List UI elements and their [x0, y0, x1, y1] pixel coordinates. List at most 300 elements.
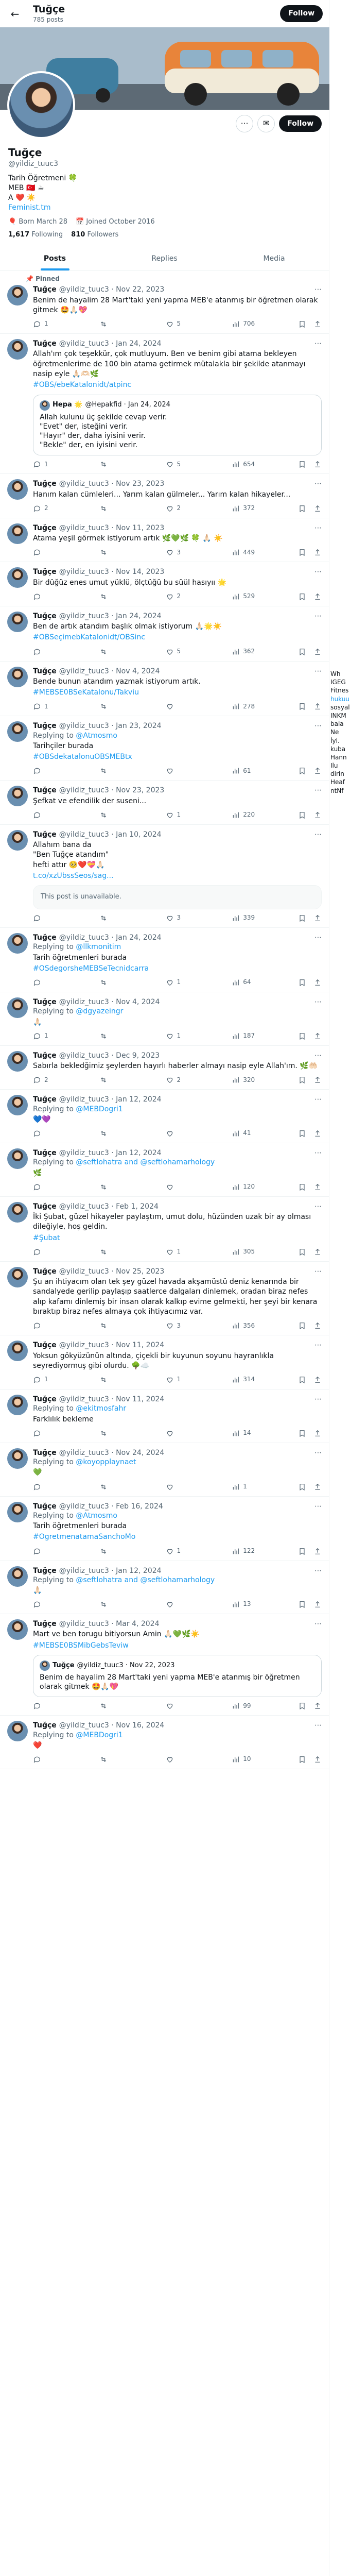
reply-icon[interactable]	[33, 914, 41, 922]
tweet-avatar[interactable]	[7, 786, 28, 806]
reply-icon[interactable]	[33, 1032, 41, 1040]
quoted-tweet[interactable]	[33, 1655, 322, 1697]
bookmark-icon[interactable]	[298, 592, 306, 601]
like-icon[interactable]	[166, 811, 174, 819]
like-action[interactable]	[166, 1376, 232, 1384]
bookmark-icon[interactable]	[298, 648, 306, 656]
tweet-avatar[interactable]	[7, 1202, 28, 1223]
more-options-icon[interactable]: ⋯	[314, 786, 322, 795]
like-action[interactable]	[166, 1129, 232, 1138]
retweet-action[interactable]	[99, 1032, 166, 1040]
bookmark-icon[interactable]	[298, 767, 306, 775]
tab-posts[interactable]: Posts	[0, 247, 110, 270]
tweet-author-name[interactable]: Tuğçe	[33, 1620, 57, 1629]
bookmark-icon[interactable]	[298, 1321, 306, 1330]
more-options-icon[interactable]: ⋯	[314, 1202, 322, 1211]
tweet-avatar[interactable]	[7, 721, 28, 742]
views-icon[interactable]	[232, 978, 240, 987]
tweet-author-name[interactable]: Tuğçe	[33, 1448, 57, 1457]
tweet-author-name[interactable]: Tuğçe	[33, 612, 57, 620]
tweet-handle-date[interactable]: @yildiz_tuuc3 · Nov 11, 2024	[59, 1395, 165, 1404]
tweet-handle-date[interactable]: @yildiz_tuuc3 · Jan 12, 2024	[59, 1566, 162, 1575]
views-icon[interactable]	[232, 1702, 240, 1710]
tweet-author-name[interactable]: Tuğçe	[33, 1395, 57, 1404]
tweet[interactable]	[0, 1143, 329, 1197]
reply-action[interactable]	[33, 460, 99, 468]
bookmark-icon[interactable]	[298, 504, 306, 513]
tweet-handle-date[interactable]: @yildiz_tuuc3 · Nov 22, 2023	[59, 285, 165, 294]
reply-icon[interactable]	[33, 1376, 41, 1384]
retweet-action[interactable]	[99, 767, 166, 775]
tweet[interactable]	[0, 1716, 329, 1769]
reply-icon[interactable]	[33, 548, 41, 556]
tweet-author-name[interactable]: Tuğçe	[33, 523, 57, 532]
more-options-icon[interactable]: ⋯	[314, 722, 322, 731]
share-icon[interactable]	[313, 592, 322, 601]
retweet-icon[interactable]	[99, 1600, 108, 1608]
tweet-hashtag[interactable]: #OgretmenatamaSanchoMo	[33, 1533, 136, 1541]
tweet[interactable]	[0, 518, 329, 563]
tweet-author-name[interactable]: Tuğçe	[33, 722, 57, 731]
tweet-handle-date[interactable]: @yildiz_tuuc3 · Jan 23, 2024	[59, 722, 162, 731]
reply-action[interactable]	[33, 548, 99, 556]
more-options-icon[interactable]: ⋯	[314, 568, 322, 577]
views-icon[interactable]	[232, 548, 240, 556]
tweet[interactable]	[0, 992, 329, 1046]
like-icon[interactable]	[166, 978, 174, 987]
reply-action[interactable]	[33, 914, 99, 922]
retweet-action[interactable]	[99, 1600, 166, 1608]
bookmark-icon[interactable]	[298, 1129, 306, 1138]
bookmark-icon[interactable]	[298, 978, 306, 987]
bookmark-icon[interactable]	[298, 1032, 306, 1040]
views-action[interactable]	[232, 548, 298, 556]
views-action[interactable]	[232, 1483, 298, 1491]
views-action[interactable]	[232, 504, 298, 513]
tweet-avatar[interactable]	[7, 1448, 28, 1469]
bookmark-icon[interactable]	[298, 811, 306, 819]
tweet-avatar[interactable]	[7, 523, 28, 544]
retweet-action[interactable]	[99, 1547, 166, 1555]
like-icon[interactable]	[166, 702, 174, 710]
tweet-author-name[interactable]: Tuğçe	[33, 934, 57, 942]
reply-action[interactable]	[33, 702, 99, 710]
reply-icon[interactable]	[33, 811, 41, 819]
bookmark-icon[interactable]	[298, 1547, 306, 1555]
retweet-icon[interactable]	[99, 811, 108, 819]
reply-action[interactable]	[33, 648, 99, 656]
retweet-action[interactable]	[99, 648, 166, 656]
reply-action[interactable]	[33, 1032, 99, 1040]
tweet[interactable]	[0, 606, 329, 662]
like-icon[interactable]	[166, 460, 174, 468]
share-icon[interactable]	[313, 1129, 322, 1138]
share-icon[interactable]	[313, 548, 322, 556]
retweet-icon[interactable]	[99, 1321, 108, 1330]
retweet-icon[interactable]	[99, 1248, 108, 1256]
views-icon[interactable]	[232, 1755, 240, 1764]
retweet-action[interactable]	[99, 978, 166, 987]
tweet-handle-date[interactable]: @yildiz_tuuc3 · Dec 9, 2023	[59, 1051, 160, 1060]
bookmark-icon[interactable]	[298, 1483, 306, 1491]
share-icon[interactable]	[313, 914, 322, 922]
views-icon[interactable]	[232, 1600, 240, 1608]
retweet-action[interactable]	[99, 1702, 166, 1710]
like-action[interactable]	[166, 1032, 232, 1040]
views-action[interactable]	[232, 1755, 298, 1764]
bookmark-icon[interactable]	[298, 702, 306, 710]
views-icon[interactable]	[232, 914, 240, 922]
reply-icon[interactable]	[33, 1429, 41, 1437]
more-options-icon[interactable]: ⋯	[314, 1341, 322, 1350]
tweet-avatar[interactable]	[7, 667, 28, 687]
like-action[interactable]	[166, 1321, 232, 1330]
tweet-handle-date[interactable]: @yildiz_tuuc3 · Jan 12, 2024	[59, 1095, 162, 1104]
tweet-avatar[interactable]	[7, 1502, 28, 1522]
retweet-icon[interactable]	[99, 702, 108, 710]
bookmark-icon[interactable]	[298, 548, 306, 556]
share-icon[interactable]	[313, 1755, 322, 1764]
tweet[interactable]	[0, 781, 329, 825]
reply-icon[interactable]	[33, 1483, 41, 1491]
views-action[interactable]	[232, 1702, 298, 1710]
tweet-handle-date[interactable]: @yildiz_tuuc3 · Jan 24, 2024	[59, 934, 162, 942]
reply-icon[interactable]	[33, 320, 41, 328]
views-action[interactable]	[232, 1248, 298, 1256]
like-action[interactable]	[166, 1483, 232, 1491]
views-icon[interactable]	[232, 767, 240, 775]
views-action[interactable]	[232, 1076, 298, 1084]
tweet[interactable]	[0, 1090, 329, 1143]
views-icon[interactable]	[232, 1076, 240, 1084]
views-action[interactable]	[232, 460, 298, 468]
tweet-handle-date[interactable]: @yildiz_tuuc3 · Jan 10, 2024	[59, 830, 162, 839]
like-icon[interactable]	[166, 1376, 174, 1384]
tweet-handle-date[interactable]: @yildiz_tuuc3 · Nov 11, 2023	[59, 523, 165, 532]
more-options-icon[interactable]: ⋯	[314, 998, 322, 1007]
retweet-icon[interactable]	[99, 1129, 108, 1138]
reply-icon[interactable]	[33, 1183, 41, 1191]
share-icon[interactable]	[313, 1321, 322, 1330]
bookmark-icon[interactable]	[298, 320, 306, 328]
tweet-author-name[interactable]: Tuğçe	[33, 998, 57, 1007]
views-icon[interactable]	[232, 592, 240, 601]
more-options-icon[interactable]: ⋯	[314, 612, 322, 620]
retweet-icon[interactable]	[99, 1183, 108, 1191]
retweet-icon[interactable]	[99, 914, 108, 922]
retweet-icon[interactable]	[99, 1483, 108, 1491]
tweet-author-name[interactable]: Tuğçe	[33, 285, 57, 294]
tweet[interactable]	[0, 1335, 329, 1389]
like-action[interactable]	[166, 592, 232, 601]
quoted-tweet[interactable]	[33, 395, 322, 456]
reply-mention[interactable]: @seftlohatra and @seftlohamarhology	[76, 1575, 215, 1584]
like-action[interactable]	[166, 504, 232, 513]
retweet-action[interactable]	[99, 1376, 166, 1384]
retweet-action[interactable]	[99, 1183, 166, 1191]
tab-replies[interactable]: Replies	[151, 254, 178, 263]
retweet-icon[interactable]	[99, 592, 108, 601]
reply-action[interactable]	[33, 811, 99, 819]
share-icon[interactable]	[313, 1702, 322, 1710]
retweet-action[interactable]	[99, 320, 166, 328]
tweet-hashtag[interactable]: #MEBSE0BSMibGebsTeviw	[33, 1641, 129, 1650]
reply-action[interactable]	[33, 1702, 99, 1710]
views-action[interactable]	[232, 1032, 298, 1040]
tweet-avatar[interactable]	[7, 1341, 28, 1361]
reply-icon[interactable]	[33, 1755, 41, 1764]
tweet-author-name[interactable]: Tuğçe	[33, 1721, 57, 1730]
more-options-icon[interactable]: ⋯	[314, 1502, 322, 1511]
tweet-avatar[interactable]	[7, 339, 28, 360]
like-icon[interactable]	[166, 914, 174, 922]
share-icon[interactable]	[313, 811, 322, 819]
retweet-icon[interactable]	[99, 1755, 108, 1764]
tweet-author-name[interactable]: Tuğçe	[33, 786, 57, 795]
like-icon[interactable]	[166, 1702, 174, 1710]
tweet-handle-date[interactable]: @yildiz_tuuc3 · Nov 24, 2024	[59, 1448, 165, 1457]
more-options-icon[interactable]: ⋯	[314, 1051, 322, 1060]
tweet-author-name[interactable]: Tuğçe	[33, 667, 57, 675]
tweet[interactable]	[0, 1561, 329, 1615]
share-icon[interactable]	[313, 1483, 322, 1491]
share-icon[interactable]	[313, 1547, 322, 1555]
retweet-action[interactable]	[99, 1076, 166, 1084]
like-icon[interactable]	[166, 320, 174, 328]
more-options-icon[interactable]: ⋯	[314, 1620, 322, 1629]
tweet-handle-date[interactable]: @yildiz_tuuc3 · Jan 24, 2024	[59, 340, 162, 348]
retweet-icon[interactable]	[99, 320, 108, 328]
views-icon[interactable]	[232, 1032, 240, 1040]
reply-action[interactable]	[33, 1755, 99, 1764]
views-icon[interactable]	[232, 1429, 240, 1437]
like-icon[interactable]	[166, 1129, 174, 1138]
tweet[interactable]	[0, 1389, 329, 1443]
tweet-avatar[interactable]	[7, 1095, 28, 1115]
reply-action[interactable]	[33, 1600, 99, 1608]
like-action[interactable]	[166, 320, 232, 328]
tweet[interactable]	[0, 1046, 329, 1090]
like-icon[interactable]	[166, 1755, 174, 1764]
tweet-hashtag[interactable]: #OBS/ebeKatalonidt/atpinc	[33, 381, 132, 389]
tweet-avatar[interactable]	[7, 1395, 28, 1415]
tweet-hashtag[interactable]: #Şubat	[33, 1233, 60, 1242]
like-action[interactable]	[166, 548, 232, 556]
tweet-handle-date[interactable]: @yildiz_tuuc3 · Jan 24, 2024	[59, 612, 162, 620]
tweet-author-name[interactable]: Tuğçe	[33, 1267, 57, 1276]
like-icon[interactable]	[166, 504, 174, 513]
views-icon[interactable]	[232, 811, 240, 819]
views-action[interactable]	[232, 592, 298, 601]
tweet-author-name[interactable]: Tuğçe	[33, 1202, 57, 1211]
reply-mention[interactable]: @dgyazeingr	[76, 1007, 124, 1016]
like-action[interactable]	[166, 702, 232, 710]
tweet-hashtag[interactable]: #OBSdekatalonuOBSMEBtx	[33, 753, 132, 761]
views-action[interactable]	[232, 1183, 298, 1191]
like-icon[interactable]	[166, 1483, 174, 1491]
reply-icon[interactable]	[33, 1321, 41, 1330]
tweet-handle-date[interactable]: @yildiz_tuuc3 · Nov 11, 2024	[59, 1341, 165, 1350]
reply-mention[interactable]: @ekitmosfahr	[76, 1404, 127, 1413]
like-action[interactable]	[166, 1183, 232, 1191]
more-options-icon[interactable]: ⋯	[314, 1095, 322, 1104]
more-options-icon[interactable]: ⋯	[314, 1721, 322, 1730]
bookmark-icon[interactable]	[298, 460, 306, 468]
reply-mention[interactable]: @koyopplaynaet	[76, 1458, 136, 1467]
tweet-author-name[interactable]: Tuğçe	[33, 1566, 57, 1575]
tweet[interactable]	[0, 1443, 329, 1497]
reply-mention[interactable]: @llkmonitim	[76, 943, 121, 952]
more-options-icon[interactable]: ⋯	[314, 667, 322, 675]
more-options-icon[interactable]: ⋯	[314, 480, 322, 488]
views-icon[interactable]	[232, 320, 240, 328]
views-action[interactable]	[232, 1547, 298, 1555]
retweet-icon[interactable]	[99, 978, 108, 987]
reply-icon[interactable]	[33, 460, 41, 468]
reply-icon[interactable]	[33, 767, 41, 775]
views-action[interactable]	[232, 1429, 298, 1437]
views-icon[interactable]	[232, 504, 240, 513]
views-icon[interactable]	[232, 702, 240, 710]
views-icon[interactable]	[232, 648, 240, 656]
tweet-avatar[interactable]	[7, 830, 28, 851]
retweet-action[interactable]	[99, 1248, 166, 1256]
more-options-icon[interactable]: ⋯	[314, 934, 322, 942]
views-action[interactable]	[232, 767, 298, 775]
tweet[interactable]	[0, 928, 329, 992]
retweet-icon[interactable]	[99, 504, 108, 513]
tweet-hashtag[interactable]: #OBSeçimebKatalonidt/OBSinc	[33, 633, 145, 642]
reply-action[interactable]	[33, 504, 99, 513]
like-action[interactable]	[166, 978, 232, 987]
follow-button-top[interactable]: Follow	[280, 5, 323, 22]
like-action[interactable]	[166, 648, 232, 656]
bookmark-icon[interactable]	[298, 1183, 306, 1191]
like-action[interactable]	[166, 1076, 232, 1084]
tweet[interactable]	[0, 1497, 329, 1561]
tweet-avatar[interactable]	[7, 1051, 28, 1072]
more-options-icon[interactable]: ⋯	[314, 1448, 322, 1457]
tweet[interactable]	[0, 1614, 329, 1716]
reply-icon[interactable]	[33, 978, 41, 987]
tab-media[interactable]: Media	[263, 254, 285, 263]
like-action[interactable]	[166, 1755, 232, 1764]
retweet-icon[interactable]	[99, 1376, 108, 1384]
retweet-action[interactable]	[99, 1483, 166, 1491]
more-options-icon[interactable]: ⋯	[314, 1395, 322, 1404]
tweet[interactable]	[0, 474, 329, 518]
more-options-icon[interactable]: ⋯	[314, 285, 322, 294]
views-action[interactable]	[232, 648, 298, 656]
retweet-action[interactable]	[99, 1129, 166, 1138]
more-options-icon[interactable]: ⋯	[314, 1267, 322, 1276]
like-action[interactable]	[166, 1600, 232, 1608]
bookmark-icon[interactable]	[298, 1076, 306, 1084]
tweet-handle-date[interactable]: @yildiz_tuuc3 · Nov 16, 2024	[59, 1721, 165, 1730]
retweet-action[interactable]	[99, 1429, 166, 1437]
back-arrow-icon[interactable]: ←	[10, 7, 20, 20]
tweet[interactable]	[0, 1197, 329, 1262]
share-icon[interactable]	[313, 978, 322, 987]
views-action[interactable]	[232, 1321, 298, 1330]
tweet-author-name[interactable]: Tuğçe	[33, 1502, 57, 1511]
views-icon[interactable]	[232, 1321, 240, 1330]
like-action[interactable]	[166, 767, 232, 775]
more-options-icon[interactable]: ⋯	[314, 523, 322, 532]
retweet-icon[interactable]	[99, 1702, 108, 1710]
share-icon[interactable]	[313, 1032, 322, 1040]
share-icon[interactable]	[313, 1600, 322, 1608]
tweet[interactable]	[0, 1262, 329, 1335]
retweet-icon[interactable]	[99, 648, 108, 656]
retweet-icon[interactable]	[99, 1032, 108, 1040]
views-action[interactable]	[232, 702, 298, 710]
views-action[interactable]	[232, 1129, 298, 1138]
retweet-action[interactable]	[99, 592, 166, 601]
reply-mention[interactable]: @Atmosmo	[76, 1511, 117, 1520]
tweet-handle-date[interactable]: @yildiz_tuuc3 · Nov 4, 2024	[59, 667, 160, 675]
like-icon[interactable]	[166, 1429, 174, 1437]
views-icon[interactable]	[232, 1376, 240, 1384]
reply-icon[interactable]	[33, 592, 41, 601]
tweet-avatar[interactable]	[7, 1566, 28, 1587]
more-options-icon[interactable]: ⋯	[236, 115, 253, 132]
reply-action[interactable]	[33, 1547, 99, 1555]
retweet-action[interactable]	[99, 548, 166, 556]
share-icon[interactable]	[313, 1248, 322, 1256]
retweet-action[interactable]	[99, 1321, 166, 1330]
reply-action[interactable]	[33, 1483, 99, 1491]
like-icon[interactable]	[166, 1547, 174, 1555]
reply-icon[interactable]	[33, 1702, 41, 1710]
following-link[interactable]	[8, 231, 63, 240]
share-icon[interactable]	[313, 504, 322, 513]
like-action[interactable]	[166, 1547, 232, 1555]
reply-icon[interactable]	[33, 1547, 41, 1555]
like-icon[interactable]	[166, 1032, 174, 1040]
retweet-icon[interactable]	[99, 548, 108, 556]
tweet-author-name[interactable]: Tuğçe	[33, 480, 57, 488]
like-action[interactable]	[166, 914, 232, 922]
share-icon[interactable]	[313, 1376, 322, 1384]
reply-action[interactable]	[33, 1129, 99, 1138]
tweet-author-name[interactable]: Tuğçe	[33, 1051, 57, 1060]
tweet-author-name[interactable]: Tuğçe	[33, 340, 57, 348]
tweet-handle-date[interactable]: @yildiz_tuuc3 · Jan 12, 2024	[59, 1149, 162, 1158]
reply-action[interactable]	[33, 1321, 99, 1330]
tweet[interactable]	[0, 562, 329, 606]
reply-action[interactable]	[33, 978, 99, 987]
reply-action[interactable]	[33, 767, 99, 775]
retweet-icon[interactable]	[99, 1547, 108, 1555]
tweet-author-name[interactable]: Tuğçe	[33, 568, 57, 577]
reply-icon[interactable]	[33, 504, 41, 513]
reply-mention[interactable]: @Atmosmo	[76, 731, 117, 740]
reply-icon[interactable]	[33, 702, 41, 710]
tweet-author-name[interactable]: Tuğçe	[33, 1341, 57, 1350]
tweet-hashtag[interactable]: #OSdegorsheMEBSeTecnidcarra	[33, 964, 149, 973]
tweet-avatar[interactable]	[7, 1148, 28, 1169]
like-icon[interactable]	[166, 1248, 174, 1256]
like-icon[interactable]	[166, 648, 174, 656]
tweet-avatar[interactable]	[7, 1267, 28, 1287]
bookmark-icon[interactable]	[298, 1376, 306, 1384]
tweet[interactable]	[0, 716, 329, 781]
like-action[interactable]	[166, 1429, 232, 1437]
bio-link[interactable]: Feminist.tm	[8, 203, 51, 212]
share-icon[interactable]	[313, 648, 322, 656]
tweet-link[interactable]: t.co/xzUbssSeos/sag...	[33, 872, 114, 880]
